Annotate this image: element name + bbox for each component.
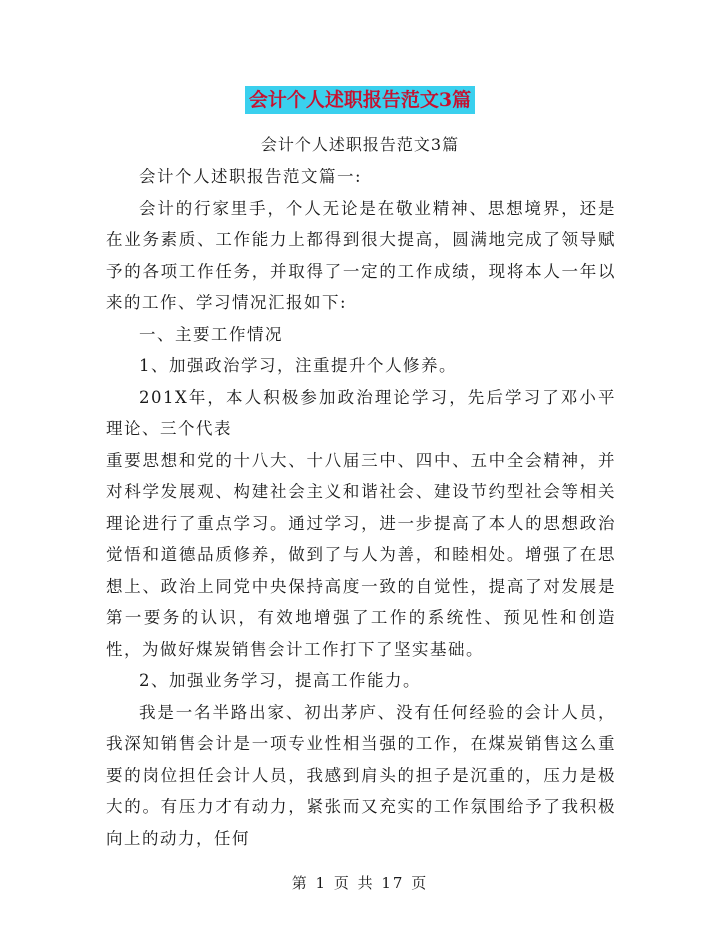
page-footer: 第 1 页 共 17 页: [291, 874, 429, 892]
document-title-banner: [0, 86, 720, 114]
paragraph-item-1-heading: 1、加强政治学习，注重提升个人修养。: [139, 356, 457, 375]
document-subtitle: 会计个人述职报告范文3篇: [260, 135, 460, 154]
paragraph-item-2-heading: 2、加强业务学习，提高工作能力。: [139, 671, 421, 690]
paragraph-section-heading: 会计个人述职报告范文篇一:: [139, 167, 363, 186]
paragraph-business-study: 我是一名半路出家、初出茅庐、没有任何经验的会计人员，我深知销售会计是一项专业性相当强的工作，在煤炭销售这么重要的岗位担任会计人员，我感到肩头的担子是沉重的，压力是极大的。有压力才有动力，紧张而又充实的工作氛围给予了我积极向上的动力，任何: [106, 702, 616, 848]
paragraph-main-work-heading: 一、主要工作情况: [139, 324, 283, 344]
document-body: [106, 161, 616, 854]
document-title: 会计个人述职报告范文3篇: [245, 86, 475, 114]
paragraph-intro: 会计的行家里手，个人无论是在敬业精神、思想境界，还是在业务素质、工作能力上都得到很大提高，圆满地完成了领导赋予的各项工作任务，并取得了一定的工作成绩，现将本人一年以来的工作、学习情况汇报如下:: [106, 198, 616, 312]
paragraph-politics-study: 201X年，本人积极参加政治理论学习，先后学习了邓小平理论、三个代表: [106, 387, 616, 438]
paragraph-politics-detail: 重要思想和党的十八大、十八届三中、四中、五中全会精神，并对科学发展观、构建社会主义和谐社会、建设节约型社会等相关理论进行了重点学习。通过学习，进一步提高了本人的思想政治觉悟和道德品质修养，做到了与人为善，和睦相处。增强了在思想上、政治上同党中央保持高度一致的自觉性，提高了对发展是第一要务的认识，有效地增强了工作的系统性、预见性和创造性，为做好煤炭销售会计工作打下了坚实基础。: [106, 450, 616, 659]
